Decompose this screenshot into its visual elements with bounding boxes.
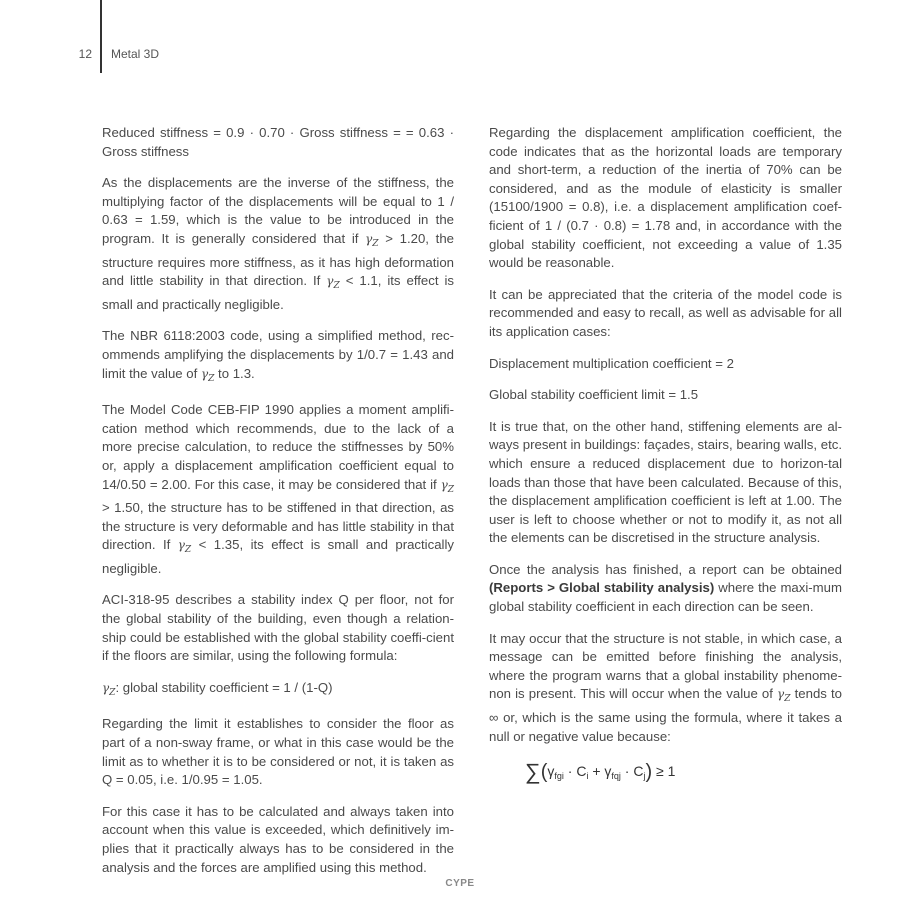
paragraph-amplification-coefficient: Regarding the displacement amplification coefficient, the code indicates that as the horizontal loads are temporary and short-term, a reduction of the inertia of 70% can be considered, and as the module of elasticity is smaller (15100/1900 = 0.8), i.e. a displacement amplification coef-ficient of 1 / (0.7 · 0.8) = 1.78 and, in accordance with the global stability coefficient, not exceeding a value of 1.35 would be reasonable. xyxy=(489,125,842,271)
gamma-z-symbol: $\gamma_Z$ xyxy=(326,274,340,292)
paragraph-model-code-criteria: It can be appreciated that the criteria of the model code is recommended and easy to recall, as well as advisable for all its application cases: xyxy=(489,286,842,339)
menu-path-reference: (Reports > Global stability analysis) xyxy=(489,580,715,596)
paragraph-displacement-coefficient-value: Displacement multiplication coefficient = 2 xyxy=(489,355,734,371)
paragraph-stability-limit-value: Global stability coefficient limit = 1.5 xyxy=(489,387,699,403)
paragraph-displacement-factor: As the displacements are the inverse of the stiffness, the multiplying factor of the displacements will be equal to 1 / 0.63 = 1.59, which is the value to be introduced in the program. It is generally considered that if $\gamma_Z > 1.20$, the structure requires more stiffness, as it has high deformation and little stability in that direction. If $\gamma_Z < 1.1$, its effect is small and practically negligible. xyxy=(102,175,454,312)
gamma-z-symbol: $\gamma_Z$ xyxy=(200,366,215,384)
paragraph-instability: It may occur that the structure is not stable, in which case, a message can be emitted before finishing the analysis, where the program warns that a global instability phenome-non is present. This will occur when the value of $\gamma_Z$ tends to ∞ or, which is the same using the formula, where it takes a null or negative value because: xyxy=(489,630,842,744)
paragraph-aci-318: ACI-318-95 describes a stability index Q per floor, not for the global stability of the building, even though a relation-ship could be established with the global stability coeffi-cient if the floors are similar, using the following formula: xyxy=(102,592,454,664)
paragraph-gamma-formula: $\gamma_Z$: global stability coefficient = 1 / (1-Q) xyxy=(102,679,333,698)
summation-symbol: ∑ xyxy=(525,759,541,785)
gamma-z-symbol: $\gamma_Z$ xyxy=(440,477,454,495)
right-column xyxy=(489,124,842,786)
page-number: 12 xyxy=(78,47,92,61)
paragraph-non-sway-limit: Regarding the limit it establishes to consider the floor as part of a non-sway frame, or what in this case would be the limit as to whether it is to be considered or not, it is taken as Q = 0.05, i.e. 1/0.95 = 1.05. xyxy=(102,716,454,788)
paragraph-model-code-ceb-fip: The Model Code CEB-FIP 1990 applies a moment amplifi-cation method which recommends, due to the lack of a more precise calculation, to reduce the stiffnesses by 50% or, apply a displacement amplification coefficient equal to 14/0.50 = 2.00. For this case, it may be considered that if $\gamma_Z > 1.50$, the structure has to be stiffened in that direction, as the structure is very deformable and has little stability in that direction. If $\gamma_Z < 1.35$, its effect is small and practically negligible. xyxy=(102,402,454,576)
gamma-z-symbol: $\gamma_Z$ xyxy=(777,687,791,705)
header-vertical-rule xyxy=(100,0,102,73)
paragraph-report: Once the analysis has finished, a report can be obtained (Reports > Global stability analysis) where the maxi-mum global stability coefficient in each direction can be seen. xyxy=(489,561,842,615)
left-column xyxy=(102,124,454,890)
running-title: Metal 3D xyxy=(111,47,160,61)
gamma-z-symbol: $\gamma_Z$ xyxy=(365,231,379,249)
paragraph-reduced-stiffness: Reduced stiffness = 0.9 · 0.70 · Gross stiffness = = 0.63 · Gross stiffness xyxy=(102,125,454,159)
paragraph-stiffening-elements: It is true that, on the other hand, stiffening elements are al-ways present in buildings: façades, stairs, bearing walls, etc. which ensure a reduced displacement due to horizon-tal loads than those that have been calculated. Because of this, the displacement amplification coefficient is left at 1.00. The user is left to choose whether or not to modify it, as not all the elements can be discretised in the structure analysis. xyxy=(489,418,842,546)
paragraph-amplified-forces: For this case it has to be calculated and always taken into account when this value is exceeded, which definitively im-plies that it practically always has to be considered in the analysis and the forces are amplified using this method. xyxy=(102,803,454,875)
gamma-z-symbol: $\gamma_Z$ xyxy=(102,680,116,698)
paragraph-nbr-6118: The NBR 6118:2003 code, using a simplified method, rec-ommends amplifying the displacements by 1/0.7 = 1.43 and limit the value of $\gamma_Z$ to 1.3. xyxy=(102,328,454,384)
instability-formula: $\sum(\gamma_{fgi} \cdot C_i + \gamma_{fqj} \cdot C_j) \ge 1$ xyxy=(525,759,676,785)
gamma-z-symbol: $\gamma_Z$ xyxy=(177,538,192,556)
footer-brand: CYPE xyxy=(445,878,475,889)
